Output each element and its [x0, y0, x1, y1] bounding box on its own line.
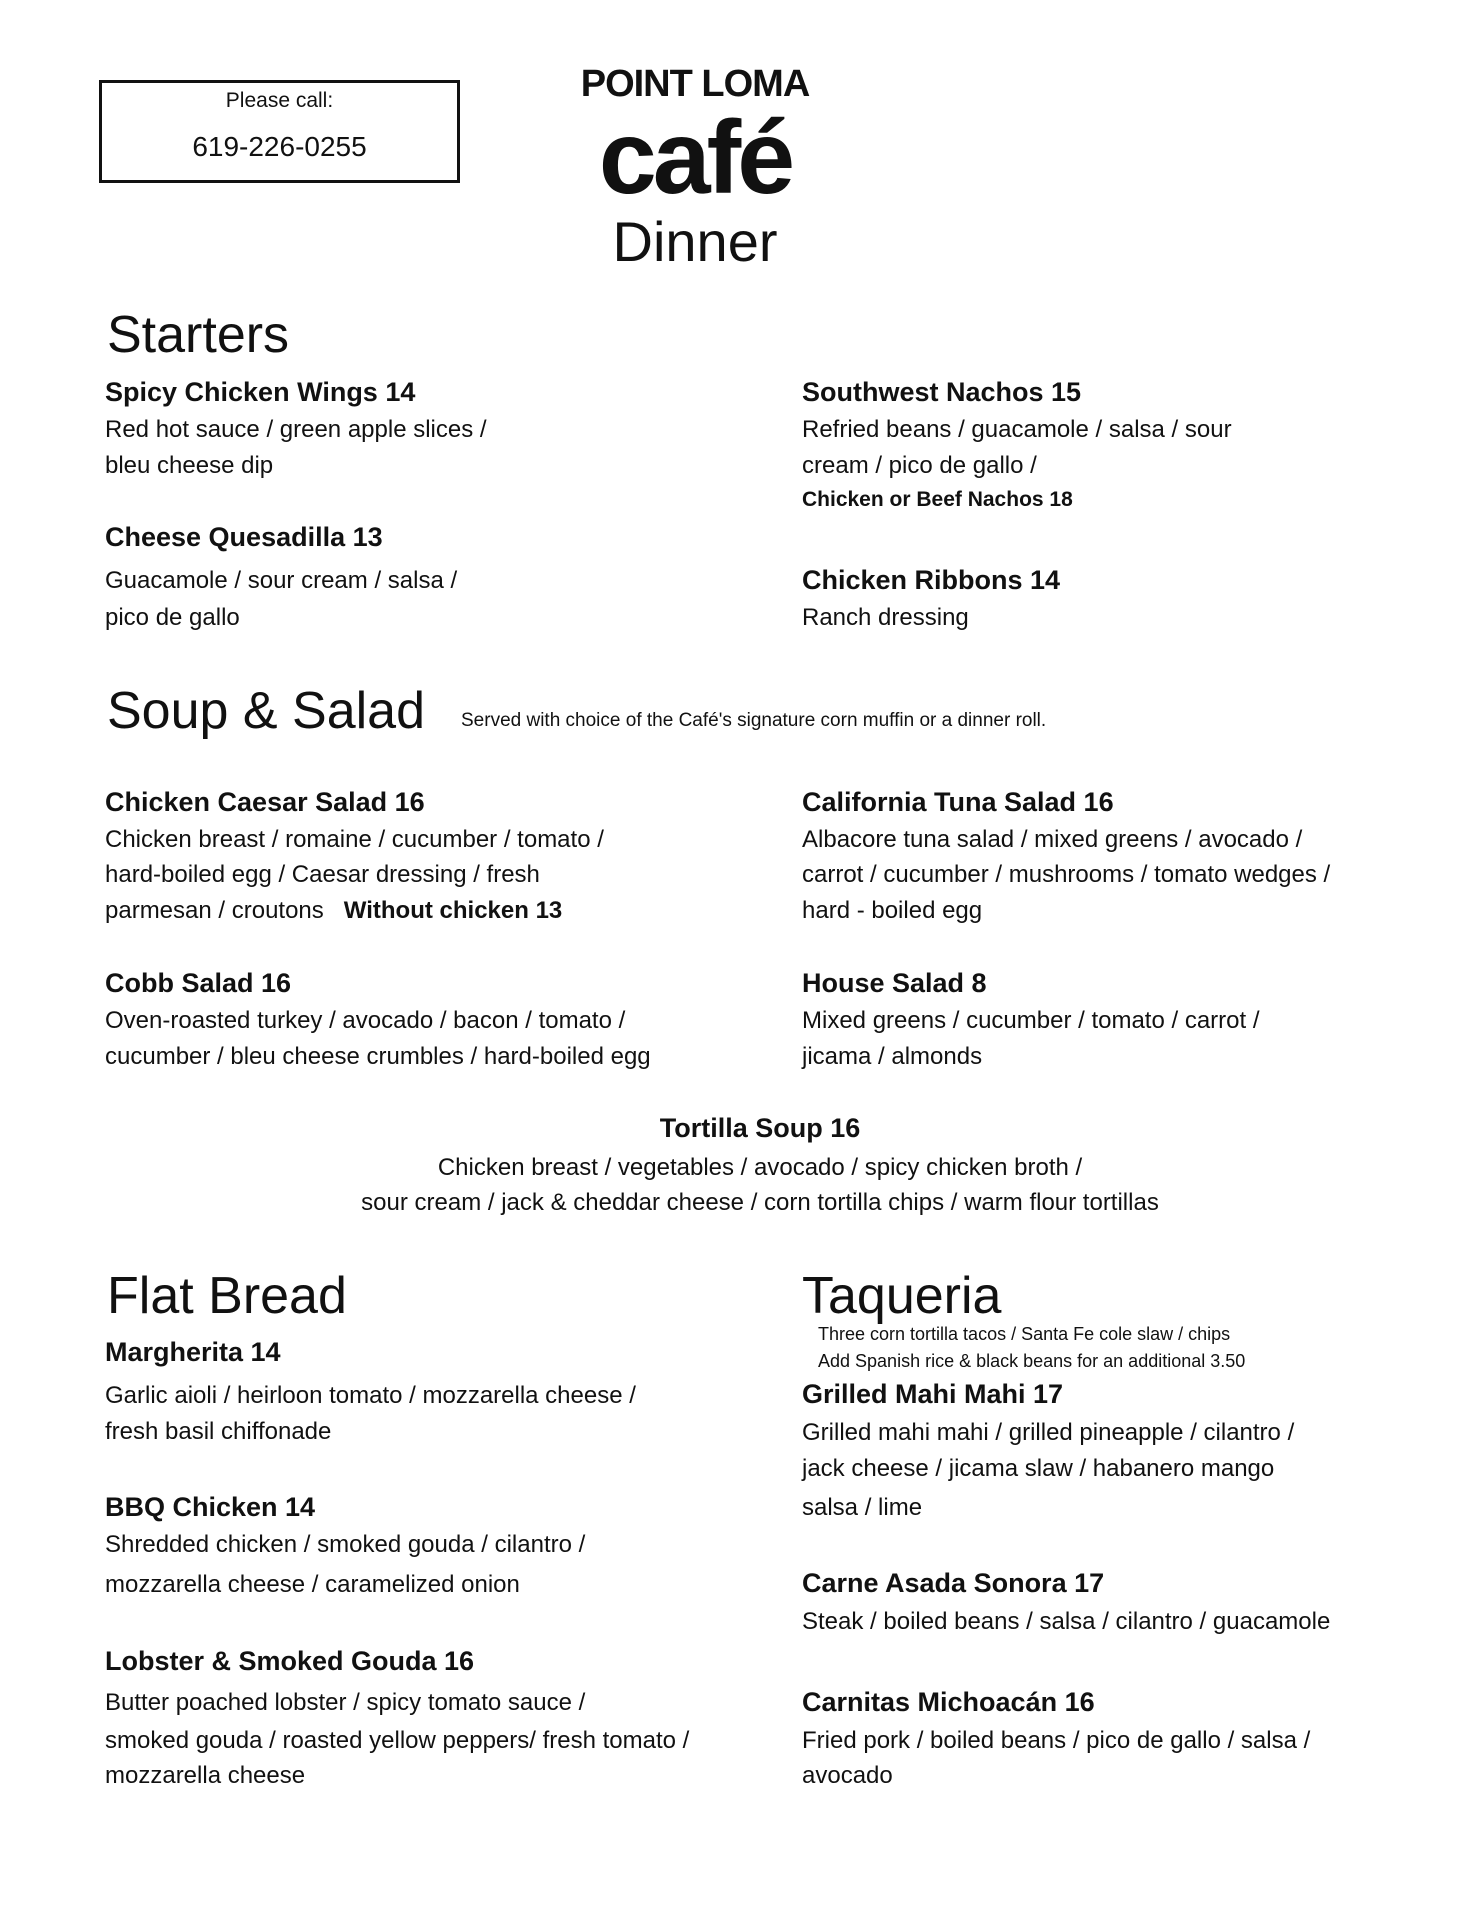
brand-logo-cafe: café [598, 100, 792, 216]
menu-item-title: House Salad 8 [802, 968, 987, 998]
price-variant: Without chicken 13 [343, 897, 563, 924]
phone-number: 619-226-0255 [192, 131, 367, 162]
taqueria-note: Add Spanish rice & black beans for an additional 3.50 [818, 1351, 1246, 1371]
menu-item-description: Albacore tuna salad / mixed greens / avocado / [802, 826, 1303, 853]
call-box [99, 80, 460, 183]
menu-item-description: hard-boiled egg / Caesar dressing / fresh [105, 861, 540, 888]
menu-item-title: Cheese Quesadilla 13 [105, 522, 383, 552]
menu-item-description: Butter poached lobster / spicy tomato sauce / [105, 1689, 586, 1716]
menu-item-description: avocado [802, 1762, 893, 1789]
menu-item-description: Chicken breast / romaine / cucumber / tomato / [105, 826, 604, 853]
menu-item-description: Oven-roasted turkey / avocado / bacon / tomato / [105, 1007, 626, 1034]
menu-item-description: Shredded chicken / smoked gouda / cilantro / [105, 1531, 586, 1558]
menu-item-title: Tortilla Soup 16 [659, 1113, 861, 1143]
taqueria-note: Three corn tortilla tacos / Santa Fe cole slaw / chips [818, 1324, 1231, 1344]
menu-item-description: Grilled mahi mahi / grilled pineapple / cilantro / [802, 1419, 1295, 1446]
menu-item-description: sour cream / jack & cheddar cheese / corn tortilla chips / warm flour tortillas [361, 1189, 1159, 1216]
call-label: Please call: [225, 89, 334, 112]
soup-salad-note: Served with choice of the Café's signature corn muffin or a dinner roll. [461, 710, 1047, 731]
section-heading-flat-bread: Flat Bread [107, 1267, 347, 1325]
menu-item-title: Cobb Salad 16 [105, 968, 292, 998]
section-heading-taqueria: Taqueria [802, 1267, 1002, 1325]
menu-item-description: Guacamole / sour cream / salsa / [105, 567, 458, 594]
menu-item-description: mozzarella cheese [105, 1762, 306, 1789]
brand-logo [540, 62, 850, 274]
menu-item-description: mozzarella cheese / caramelized onion [105, 1571, 520, 1598]
menu-item-description: cucumber / bleu cheese crumbles / hard-boiled egg [105, 1043, 651, 1070]
menu-item-description: Garlic aioli / heirloon tomato / mozzarella cheese / [105, 1382, 636, 1409]
menu-item-description: Ranch dressing [802, 604, 969, 631]
menu-item-title: Southwest Nachos 15 [802, 377, 1082, 407]
menu-item-description: hard - boiled egg [802, 897, 983, 924]
menu-item-description: jack cheese / jicama slaw / habanero mango [802, 1455, 1275, 1482]
section-heading-starters: Starters [107, 306, 290, 364]
menu-item-title: California Tuna Salad 16 [802, 787, 1114, 817]
menu-item-description: Refried beans / guacamole / salsa / sour [802, 416, 1232, 443]
menu-item-description: Steak / boiled beans / salsa / cilantro / guacamole [802, 1608, 1331, 1635]
menu-item-title: Spicy Chicken Wings 14 [105, 377, 416, 407]
brand-name: POINT LOMA [580, 63, 810, 105]
menu-item-description: fresh basil chiffonade [105, 1418, 332, 1445]
menu-item-title: Chicken Caesar Salad 16 [105, 787, 425, 817]
menu-item-description: salsa / lime [802, 1494, 923, 1521]
menu-item-description: cream / pico de gallo / [802, 452, 1037, 479]
menu-item-variant: Chicken or Beef Nachos 18 [802, 488, 1073, 511]
menu-item-title: Margherita 14 [105, 1337, 281, 1367]
menu-item-title: Lobster & Smoked Gouda 16 [105, 1646, 475, 1676]
section-heading-soup-salad: Soup & Salad [107, 682, 426, 740]
menu-item-description-text: parmesan / croutons [105, 897, 324, 924]
menu-item-title: BBQ Chicken 14 [105, 1492, 316, 1522]
menu-item-title: Chicken Ribbons 14 [802, 565, 1061, 595]
menu-item-title: Carnitas Michoacán 16 [802, 1687, 1095, 1717]
menu-item-title: Grilled Mahi Mahi 17 [802, 1379, 1064, 1409]
menu-item-description: carrot / cucumber / mushrooms / tomato wedges / [802, 861, 1331, 888]
menu-item-description: smoked gouda / roasted yellow peppers/ fresh tomato / [105, 1727, 690, 1754]
menu-item-description: Mixed greens / cucumber / tomato / carrot / [802, 1007, 1260, 1034]
menu-item-description: Red hot sauce / green apple slices / [105, 416, 487, 443]
menu-item-description: pico de gallo [105, 604, 240, 631]
menu-title: Dinner [612, 210, 778, 273]
menu-item-description: Fried pork / boiled beans / pico de gallo / salsa / [802, 1727, 1311, 1754]
menu-item-description: bleu cheese dip [105, 452, 274, 479]
menu-item-description: Chicken breast / vegetables / avocado / spicy chicken broth / [437, 1154, 1083, 1181]
menu-item-description [105, 893, 562, 929]
menu-item-description: jicama / almonds [802, 1043, 983, 1070]
menu-item-title: Carne Asada Sonora 17 [802, 1568, 1105, 1598]
